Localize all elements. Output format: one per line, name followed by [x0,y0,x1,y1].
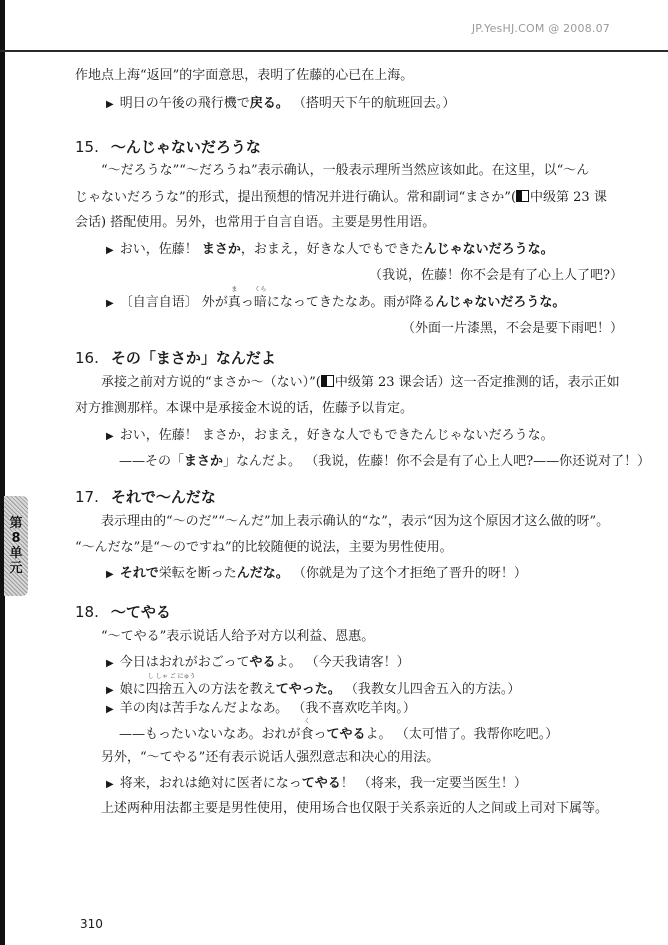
triangle-bullet-icon: ▶ [106,779,114,790]
section-16-para: 承接之前对方说的“まさか～（ない）”( 中级第 23 课会话）这一否定推测的话，表示正如 [101,375,620,390]
section-16-para: 对方推测那样。本课中是承接金木说的话，佐藤予以肯定。 [75,401,414,416]
triangle-bullet-icon: ▶ [106,245,114,256]
section-15-example: ▶ 〔自言自语〕 外が ま 真っ くら 暗になってきたなあ。雨が降るんじゃないだろうな。 [106,286,566,310]
section-16-example: ▶ おい，佐藤！ まさか，おまえ，好きな人でもできたんじゃないだろうな。 [106,428,554,443]
section-16-title: 16. その「まさか」なんだよ [75,349,276,367]
header-rule [0,50,668,52]
section-18-example: ▶ 将来，おれは絶対に医者になってやる！ （将来，我一定要当医生！） [106,776,527,791]
section-15-title: 15. ～んじゃないだろうな [75,138,261,156]
triangle-bullet-icon: ▶ [106,685,114,696]
unit-tab-char: 第 [9,516,23,531]
section-15-para: “～だろうな”“～だろうね”表示确认，一般表示理所当然应该如此。在这里，以“～ん [101,163,590,178]
section-15-example: ▶ おい，佐藤！ まさか，おまえ，好きな人でもできたんじゃないだろうな。 [106,242,554,257]
section-18-para: 另外，“～てやる”还有表示说话人强烈意志和决心的用法。 [101,750,440,765]
book-reference-icon [321,375,334,387]
intro-example: ▶ 明日の午後の飛行機で戻る。 （搭明天下午的航班回去。） [106,96,456,111]
unit-tab [4,496,28,596]
triangle-bullet-icon: ▶ [106,569,114,580]
section-15-translation: （我说，佐藤！你不会是有了心上人了吧?） [369,268,623,283]
triangle-bullet-icon: ▶ [106,298,114,309]
page-left-edge [0,0,5,945]
triangle-bullet-icon: ▶ [106,431,114,442]
section-17-para: “～んだな”是“～のですね”的比较随便的说法，主要为男性使用。 [75,540,453,555]
unit-tab-char: 单 [9,546,23,561]
section-18-para: “～てやる”表示说话人给予对方以利益、恩惠。 [101,629,375,644]
unit-tab-char: 8 [11,531,21,546]
section-15-para: じゃないだろうな”的形式，提出预想的情况并进行确认。常和副词“まさか”( 中级第 23 课 [75,190,607,205]
section-18-example: ▶ 今日はおれがおごってやるよ。 （今天我请客！） [106,655,410,670]
section-18-para: 上述两种用法都主要是男性使用，使用场合也仅限于关系亲近的人之间或上司对下属等。 [101,801,609,816]
triangle-bullet-icon: ▶ [106,658,114,669]
triangle-bullet-icon: ▶ [106,704,114,715]
section-18-example: ▶ 娘に し しゃ ご にゅう 四捨五入の方法を教えてやった。 （我教女儿四舍五入的方法。） [106,673,521,697]
intro-line: 作地点上海“返回”的字面意思，表明了佐藤的心已在上海。 [75,68,414,83]
page-number: 310 [80,917,103,931]
book-reference-icon [516,190,529,202]
section-17-para: 表示理由的“～のだ”“～んだ”加上表示确认的“な”，表示“因为这个原因才这么做的呀”。 [101,514,610,529]
section-18-reply: ——もったいないなあ。おれが く 食ってやるよ。 （太可惜了。我帮你吃吧。） [119,718,559,742]
section-18-title: 18. ～てやる [75,603,171,621]
unit-tab-char: 元 [9,561,23,576]
section-16-reply: ——その「まさか」なんだよ。 （我说，佐藤！你不会是有了心上人吧?——你还说对了！） [119,454,651,469]
section-15-para: 会话) 搭配使用。另外，也常用于自言自语。主要是男性用语。 [75,215,436,230]
section-18-example: ▶ 羊の肉は苦手なんだよなあ。 （我不喜欢吃羊肉。） [106,701,416,716]
watermark: JP.YesHJ.COM @ 2008.07 [471,22,610,35]
triangle-bullet-icon: ▶ [106,99,114,110]
section-17-title: 17. それで～んだな [75,488,216,506]
section-15-translation: （外面一片漆黑，不会是要下雨吧！） [401,321,623,336]
section-17-example: ▶ それで栄転を断ったんだな。 （你就是为了这个才拒绝了晋升的呀！） [106,566,527,581]
